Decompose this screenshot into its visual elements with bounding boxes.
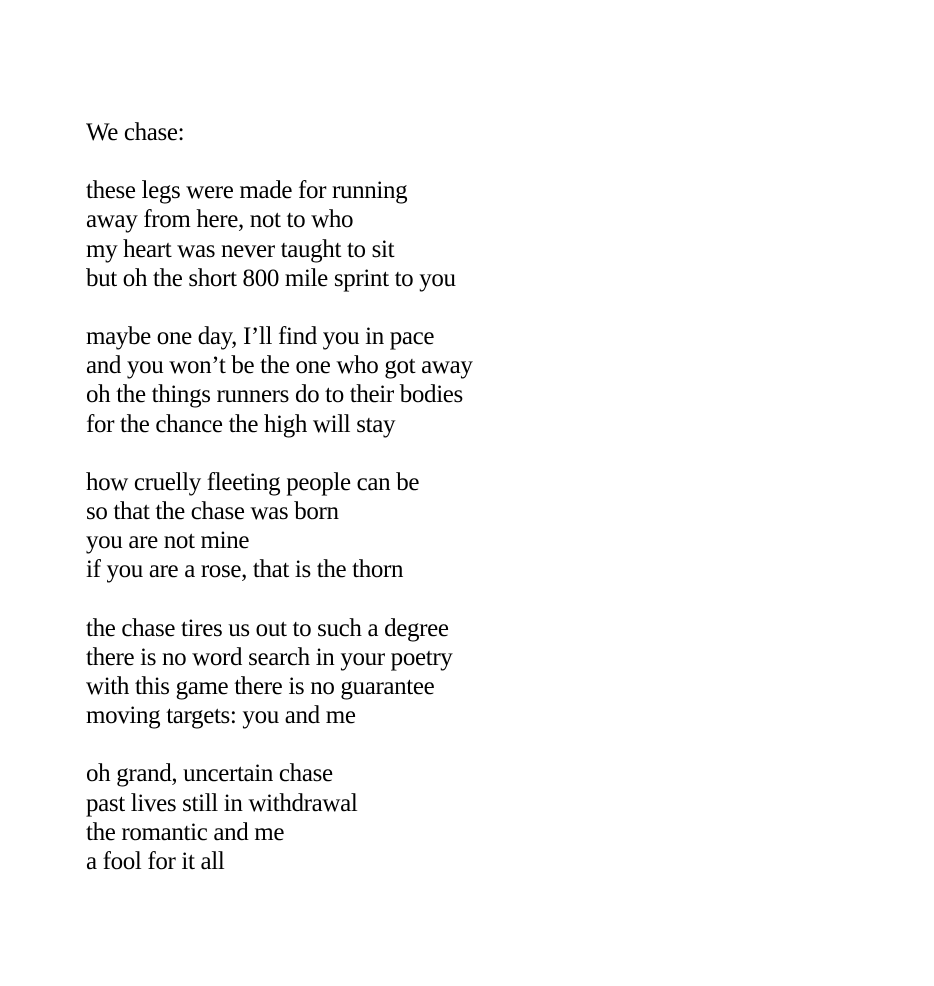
poem-line: maybe one day, I’ll find you in pace bbox=[86, 323, 435, 351]
poem-line: but oh the short 800 mile sprint to you bbox=[86, 264, 456, 292]
stanza-4 bbox=[86, 614, 473, 731]
poem-line: with this game there is no guarantee bbox=[86, 673, 435, 701]
poem-line: oh the things runners do to their bodies bbox=[86, 381, 463, 409]
stanza-5 bbox=[86, 759, 473, 876]
poem-line: a fool for it all bbox=[86, 848, 225, 876]
poem-line: my heart was never taught to sit bbox=[86, 235, 395, 263]
stanza-3 bbox=[86, 468, 473, 585]
poem-line: you are not mine bbox=[86, 527, 250, 555]
poem-line: past lives still in withdrawal bbox=[86, 789, 358, 817]
poem-line: how cruelly fleeting people can be bbox=[86, 468, 420, 496]
poem-line: away from here, not to who bbox=[86, 206, 354, 234]
poem-line: so that the chase was born bbox=[86, 498, 339, 526]
poem-line: moving targets: you and me bbox=[86, 702, 356, 730]
poem-line: oh grand, uncertain chase bbox=[86, 760, 333, 788]
stanza-2 bbox=[86, 322, 473, 439]
poem-line: the chase tires us out to such a degree bbox=[86, 614, 449, 642]
poem-line: for the chance the high will stay bbox=[86, 410, 396, 438]
poem-line: and you won’t be the one who got away bbox=[86, 352, 473, 380]
poem-line: there is no word search in your poetry bbox=[86, 643, 453, 671]
poem-line: if you are a rose, that is the thorn bbox=[86, 556, 404, 584]
poem-line: these legs were made for running bbox=[86, 177, 408, 205]
stanza-1 bbox=[86, 176, 473, 293]
poem-title: We chase: bbox=[86, 119, 185, 146]
poem bbox=[86, 118, 473, 876]
poem-line: the romantic and me bbox=[86, 818, 285, 846]
